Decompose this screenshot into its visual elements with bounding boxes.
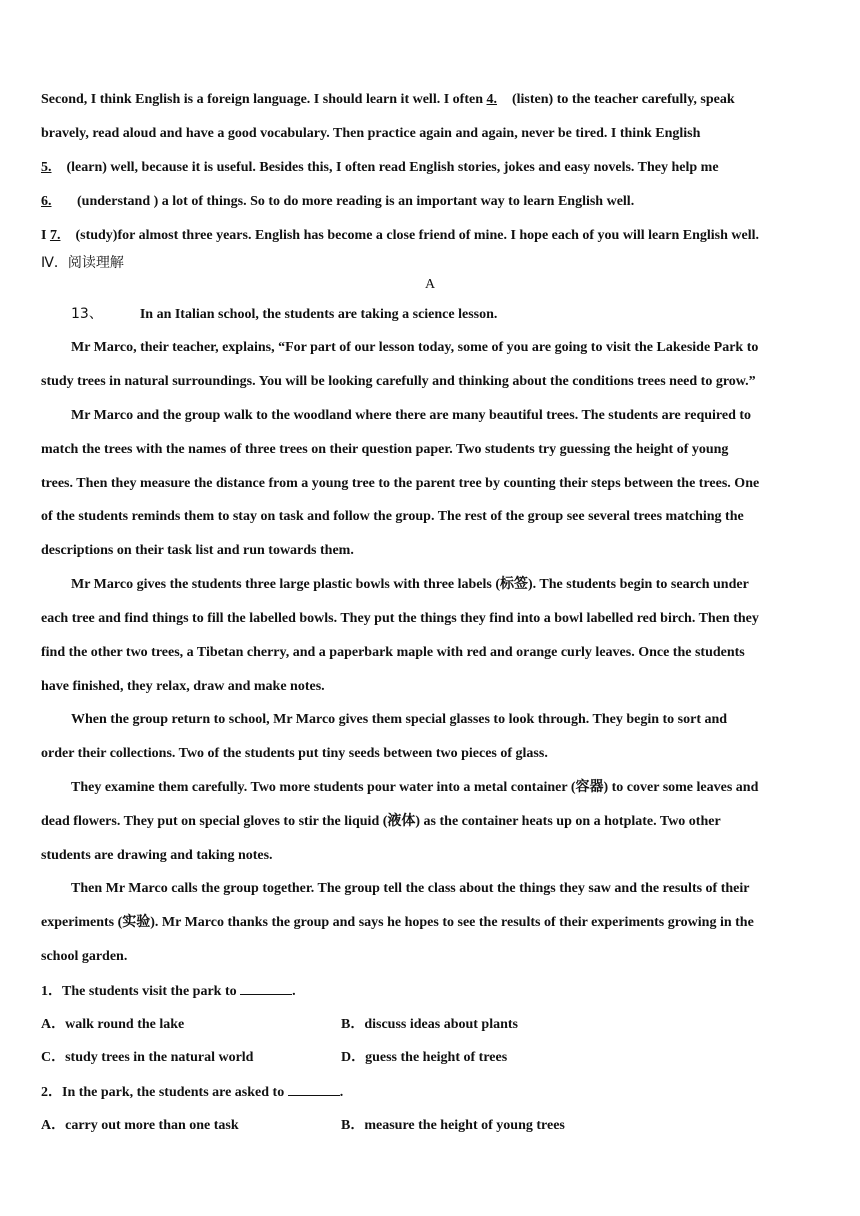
blank-5[interactable]: 5.: [41, 160, 52, 175]
blank-7[interactable]: 7.: [49, 228, 61, 243]
passage-line: trees. Then they measure the distance from a young tree to the parent tree by counting their steps between the trees. One: [41, 476, 760, 491]
passage-line: experiments (实验). Mr Marco thanks the group and says he hopes to see the results of their experiments growing in the: [41, 915, 754, 930]
section-heading: Ⅳ．阅读理解: [41, 255, 124, 271]
passage-line: find the other two trees, a Tibetan cherry, and a paperbark maple with red and orange curly leaves. Once the students: [41, 645, 745, 660]
passage-line: They examine them carefully. Two more students pour water into a metal container (容器) to cover some leaves and: [71, 780, 759, 795]
section-letter: A: [424, 277, 436, 292]
passage-line: of the students reminds them to stay on task and follow the group. The rest of the group see several trees matching the: [41, 509, 744, 524]
cloze-text: (listen) to the teacher carefully, speak: [511, 92, 735, 107]
passage-line: match the trees with the names of three trees on their question paper. Two students try guessing the height of young: [41, 442, 729, 457]
option-a[interactable]: A．walk round the lake: [41, 1017, 185, 1032]
passage-line: When the group return to school, Mr Marco gives them special glasses to look through. They begin to sort and: [71, 712, 728, 727]
question-end: .: [292, 984, 296, 999]
blank-6[interactable]: 6.: [41, 194, 52, 209]
passage-line: order their collections. Two of the students put tiny seeds between two pieces of glass.: [41, 746, 548, 761]
passage-line: have finished, they relax, draw and make notes.: [41, 679, 325, 694]
question-stem: 2．In the park, the students are asked to: [41, 1085, 288, 1100]
cloze-line-5: [41, 227, 820, 245]
cloze-text: (study)for almost three years. English has become a close friend of mine. I hope each of you will learn English well.: [75, 228, 759, 243]
cloze-line-4: [41, 193, 820, 211]
passage-line: each tree and find things to fill the labelled bowls. They put the things they find into a bowl labelled red birch. Then they: [41, 611, 759, 626]
blank-4[interactable]: 4.: [486, 92, 497, 107]
passage-line: Mr Marco and the group walk to the woodland where there are many beautiful trees. The students are required to: [71, 408, 752, 423]
question-2-stem: [41, 1083, 820, 1102]
cloze-text: (understand ) a lot of things. So to do more reading is an important way to learn English well.: [77, 194, 635, 209]
passage-line: school garden.: [41, 949, 128, 964]
passage-line: Mr Marco, their teacher, explains, “For part of our lesson today, some of you are going to visit the Lakeside Park to: [71, 340, 759, 355]
question-stem: 1．The students visit the park to: [41, 984, 241, 999]
passage-line: Then Mr Marco calls the group together. The group tell the class about the things they saw and the results of their: [71, 881, 750, 896]
passage-line: students are drawing and taking notes.: [41, 848, 273, 863]
option-c[interactable]: C．study trees in the natural world: [41, 1050, 254, 1065]
question-1-stem: [41, 982, 820, 1001]
question-end: .: [339, 1085, 344, 1100]
option-a[interactable]: A．carry out more than one task: [41, 1118, 239, 1133]
answer-blank[interactable]: [288, 1083, 340, 1096]
passage-line: study trees in natural surroundings. You will be looking carefully and thinking about the conditions trees need to grow.”: [41, 374, 756, 389]
option-b[interactable]: B．measure the height of young trees: [341, 1118, 565, 1133]
passage-line: dead flowers. They put on special gloves to stir the liquid (液体) as the container heats up on a hotplate. Two other: [41, 814, 721, 829]
intro-text: In an Italian school, the students are taking a science lesson.: [139, 307, 498, 322]
cloze-text: Second, I think English is a foreign language. I should learn it well. I often: [41, 92, 487, 107]
option-b[interactable]: B．discuss ideas about plants: [341, 1017, 519, 1032]
cloze-text: (learn) well, because it is useful. Besides this, I often read English stories, jokes and easy novels. They help me: [66, 160, 719, 175]
cloze-text: I: [41, 228, 50, 243]
question-number: 13、: [71, 306, 103, 322]
cloze-line-1: [41, 91, 820, 109]
question-13-intro: [71, 305, 820, 324]
cloze-line-3: [41, 159, 820, 177]
answer-blank[interactable]: [240, 982, 292, 995]
option-d[interactable]: D．guess the height of trees: [341, 1050, 508, 1065]
passage-line: Mr Marco gives the students three large plastic bowls with three labels (标签). The students begin to search under: [71, 577, 749, 592]
cloze-line-2: bravely, read aloud and have a good vocabulary. Then practice again and again, never be tired. I think English: [41, 126, 701, 141]
passage-line: descriptions on their task list and run towards them.: [41, 543, 354, 558]
